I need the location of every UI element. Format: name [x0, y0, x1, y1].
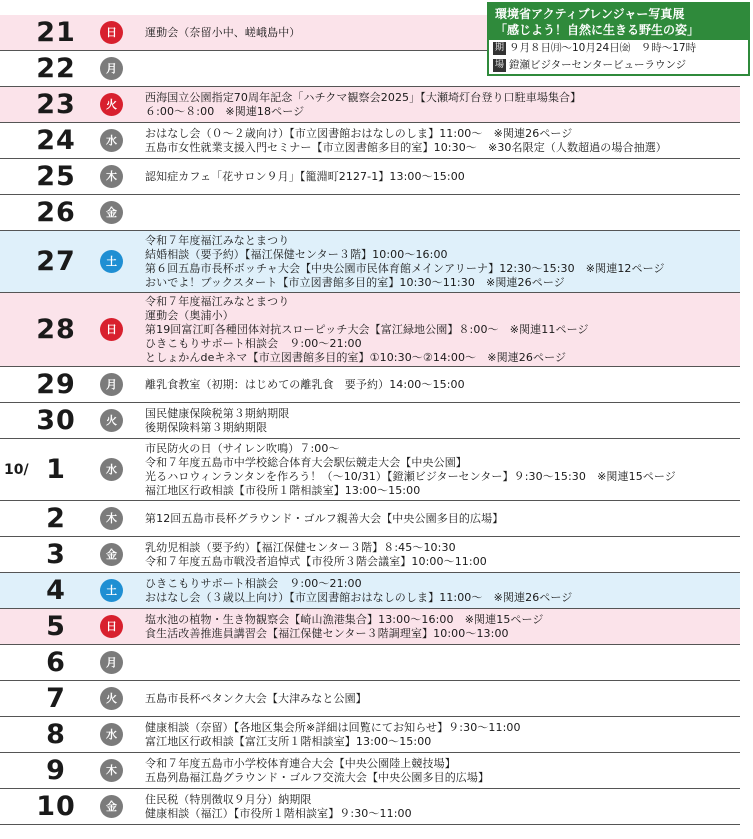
- exhibition-title-line2: 「感じよう！自然に生きる野生の姿」: [495, 23, 700, 37]
- event-item: 光るハロウィンランタンを作ろう！（〜10/31）【鐙瀬ビジターセンター】９:30〜15:30 ※関連15ページ: [145, 470, 676, 483]
- weekday-badge: 月: [100, 651, 123, 674]
- calendar-day-row: [0, 403, 740, 439]
- day-number: 26: [36, 197, 76, 228]
- weekday-badge: 火: [100, 409, 123, 432]
- event-item: 五島市長杯ペタンク大会【大津みなと公園】: [145, 692, 367, 705]
- event-list: [145, 170, 736, 184]
- event-list: [145, 295, 736, 365]
- event-item: おはなし会（３歳以上向け）【市立図書館おはなしのしま】11:00〜 ※関連26ページ: [145, 591, 573, 604]
- photo-exhibition-notice: [487, 2, 750, 76]
- weekday-badge: 金: [100, 795, 123, 818]
- weekday-badge: 月: [100, 57, 123, 80]
- event-list: [145, 91, 736, 119]
- event-item: 住民税（特別徴収９月分）納期限: [145, 793, 312, 806]
- day-number: 21: [36, 17, 76, 48]
- day-number: 27: [36, 246, 76, 277]
- event-item: ６:00〜８:00 ※関連18ページ: [145, 105, 305, 118]
- weekday-badge: 木: [100, 165, 123, 188]
- event-item: 塩水池の植物・生き物観察会【崎山漁港集合】13:00〜16:00 ※関連15ページ: [145, 613, 544, 626]
- calendar-day-row: [0, 789, 740, 825]
- place-tag-icon: 場: [494, 59, 504, 70]
- event-list: [145, 378, 736, 392]
- day-number: 29: [36, 369, 76, 400]
- day-number: 30: [36, 405, 76, 436]
- event-item: 運動会（奥浦小）: [145, 309, 234, 322]
- calendar-day-row: [0, 123, 740, 159]
- day-number: 7: [46, 683, 66, 714]
- event-item: 国民健康保険税第３期納期限: [145, 407, 290, 420]
- event-item: 運動会（奈留小中、嵯峨島中）: [145, 26, 301, 39]
- calendar-day-row: [0, 231, 740, 293]
- event-item: 第６回五島市長杯ボッチャ大会【中央公園市民体育館メインアリーナ】12:30〜15:30 ※関連12ページ: [145, 262, 665, 275]
- day-number: 2: [46, 503, 66, 534]
- day-number: 24: [36, 125, 76, 156]
- event-item: ひきこもりサポート相談会 ９:00〜21:00: [145, 577, 362, 590]
- day-number: 3: [46, 539, 66, 570]
- event-item: 結婚相談（要予約）【福江保健センター３階】10:00〜16:00: [145, 248, 448, 261]
- event-list: [145, 127, 736, 155]
- event-item: 認知症カフェ「花サロン９月」【籠淵町2127-1】13:00〜15:00: [145, 170, 465, 183]
- event-item: おはなし会（０〜２歳向け）【市立図書館おはなしのしま】11:00〜 ※関連26ページ: [145, 127, 573, 140]
- exhibition-title-line1: 環境省アクティブレンジャー写真展: [495, 7, 685, 21]
- event-item: 乳幼児相談（要予約）【福江保健センター３階】８:45〜10:30: [145, 541, 456, 554]
- calendar-day-row: [0, 573, 740, 609]
- calendar-day-row: [0, 439, 740, 501]
- exhibition-period-text: ９月８日㈪〜10月24日㈮ ９時〜17時: [509, 42, 697, 54]
- event-list: [145, 577, 736, 605]
- event-item: ひきこもりサポート相談会 ９:00〜21:00: [145, 337, 362, 350]
- day-number: 1: [46, 454, 66, 485]
- event-item: 令和７年度五島市戦没者追悼式【市役所３階会議室】10:00〜11:00: [145, 555, 487, 568]
- event-item: 後期保険料第３期納期限: [145, 421, 268, 434]
- event-list: [145, 613, 736, 641]
- calendar-day-row: [0, 159, 740, 195]
- calendar-day-row: [0, 753, 740, 789]
- weekday-badge: 日: [100, 615, 123, 638]
- weekday-badge: 金: [100, 201, 123, 224]
- event-item: としょかんdeキネマ【市立図書館多目的室】①10:30〜②14:00〜 ※関連26ページ: [145, 351, 567, 364]
- day-number: 6: [46, 647, 66, 678]
- weekday-badge: 木: [100, 759, 123, 782]
- day-number: 25: [36, 161, 76, 192]
- event-list: [145, 541, 736, 569]
- calendar-day-row: [0, 717, 740, 753]
- event-item: 福江地区行政相談【市役所１階相談室】13:00〜15:00: [145, 484, 421, 497]
- event-item: 第12回五島市長杯グラウンド・ゴルフ親善大会【中央公園多目的広場】: [145, 512, 504, 525]
- calendar-day-row: [0, 367, 740, 403]
- weekday-badge: 日: [100, 318, 123, 341]
- weekday-badge: 金: [100, 543, 123, 566]
- weekday-badge: 水: [100, 458, 123, 481]
- period-tag-icon: 期: [494, 42, 504, 53]
- day-number: 4: [46, 575, 66, 606]
- calendar-day-row: [0, 681, 740, 717]
- event-item: 健康相談（奈留）【各地区集会所※詳細は回覧にてお知らせ】９:30〜11:00: [145, 721, 521, 734]
- weekday-badge: 水: [100, 723, 123, 746]
- event-item: 富江地区行政相談【富江支所１階相談室】13:00〜15:00: [145, 735, 432, 748]
- event-item: 離乳食教室（初期：はじめての離乳食 要予約）14:00〜15:00: [145, 378, 465, 391]
- calendar-day-row: [0, 87, 740, 123]
- weekday-badge: 火: [100, 93, 123, 116]
- event-list: [145, 442, 736, 498]
- calendar-day-row: [0, 609, 740, 645]
- event-item: 西海国立公園指定70周年記念「ハチクマ観察会2025」【大瀬埼灯台登り口駐車場集合】: [145, 91, 582, 104]
- exhibition-period: [489, 40, 748, 57]
- weekday-badge: 土: [100, 250, 123, 273]
- day-number: 5: [46, 611, 66, 642]
- weekday-badge: 土: [100, 579, 123, 602]
- event-item: 令和７年度五島市中学校総合体育大会駅伝競走大会【中央公園】: [145, 456, 467, 469]
- calendar-day-row: [0, 293, 740, 367]
- event-item: 令和７年度福江みなとまつり: [145, 234, 290, 247]
- event-item: 五島列島福江島グラウンド・ゴルフ交流大会【中央公園多目的広場】: [145, 771, 490, 784]
- calendar-day-row: [0, 501, 740, 537]
- weekday-badge: 水: [100, 129, 123, 152]
- day-number: 9: [46, 755, 66, 786]
- event-list: [145, 407, 736, 435]
- day-number: 10: [36, 791, 76, 822]
- exhibition-place-text: 鐙瀬ビジターセンタービューラウンジ: [509, 59, 687, 71]
- event-item: 市民防火の日（サイレン吹鳴）７:00〜: [145, 442, 340, 455]
- month-prefix: 10/: [4, 462, 29, 478]
- event-item: 第19回富江町各種団体対抗スローピッチ大会【富江緑地公園】８:00〜 ※関連11ページ: [145, 323, 589, 336]
- event-item: 令和７年度五島市小学校体育連合大会【中央公園陸上競技場】: [145, 757, 456, 770]
- weekday-badge: 火: [100, 687, 123, 710]
- weekday-badge: 木: [100, 507, 123, 530]
- day-number: 28: [36, 314, 76, 345]
- exhibition-place: [489, 57, 748, 74]
- event-item: おいでよ！ブックスタート【市立図書館多目的室】10:30〜11:30 ※関連26ページ: [145, 276, 565, 289]
- event-item: 食生活改善推進員講習会【福江保健センター３階調理室】10:00〜13:00: [145, 627, 509, 640]
- event-item: 健康相談（福江）【市役所１階相談室】９:30〜11:00: [145, 807, 412, 820]
- calendar-day-row: [0, 195, 740, 231]
- day-number: 8: [46, 719, 66, 750]
- event-list: [145, 721, 736, 749]
- event-list: [145, 757, 736, 785]
- event-item: 令和７年度福江みなとまつり: [145, 295, 290, 308]
- day-number: 23: [36, 89, 76, 120]
- calendar-day-row: [0, 645, 740, 681]
- calendar-day-row: [0, 537, 740, 573]
- event-item: 五島市女性就業支援入門セミナー【市立図書館多目的室】10:30〜 ※30名限定（人数超過の場合抽選）: [145, 141, 667, 154]
- exhibition-title: [489, 4, 748, 40]
- event-list: [145, 793, 736, 821]
- weekday-badge: 月: [100, 373, 123, 396]
- day-number: 22: [36, 53, 76, 84]
- weekday-badge: 日: [100, 21, 123, 44]
- event-list: [145, 692, 736, 706]
- event-list: [145, 234, 736, 290]
- event-list: [145, 512, 736, 526]
